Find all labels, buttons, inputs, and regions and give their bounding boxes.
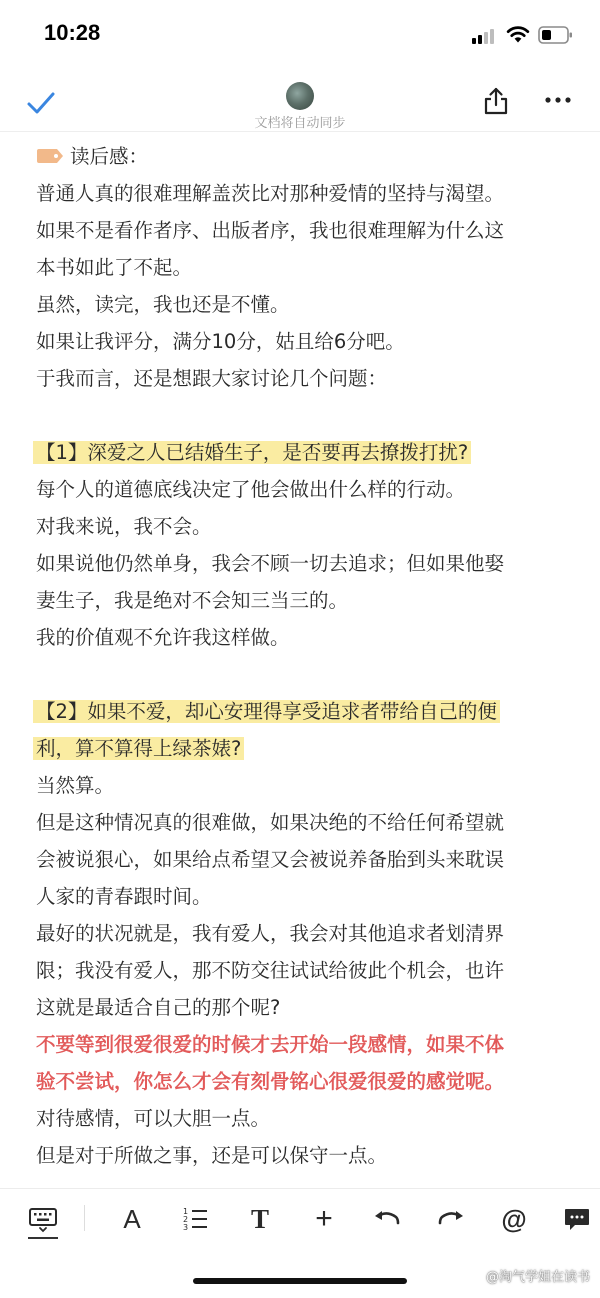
paragraph-line: 但是这种情况真的很难做，如果决绝的不给任何希望就 (36, 811, 505, 834)
wifi-icon (505, 24, 531, 44)
paragraph-line: 如果不是看作者序、出版者序，我也很难理解为什么这 (36, 219, 505, 242)
document-body[interactable] (36, 138, 566, 1174)
paragraph-line: 对我来说，我不会。 (36, 515, 212, 538)
svg-text:2: 2 (183, 1215, 189, 1224)
paragraph-line: 本书如此了不起。 (36, 256, 193, 279)
title-label: 读后感： (70, 145, 149, 168)
emphasis-line: 不要等到很爱很爱的时候才去开始一段感情，如果不体 (36, 1033, 505, 1056)
title-line (36, 138, 566, 175)
question-1-heading (36, 434, 566, 471)
question-2-heading (36, 693, 566, 730)
paragraph-line: 会被说狠心，如果给点希望又会被说养备胎到头来耽误 (36, 848, 505, 871)
keyboard-icon[interactable] (28, 1203, 58, 1235)
battery-icon (538, 25, 574, 45)
status-time: 10:28 (44, 20, 101, 45)
text-style-button[interactable]: T (250, 1203, 269, 1234)
paragraph-line: 每个人的道德底线决定了他会做出什么样的行动。 (36, 478, 466, 501)
svg-text:1: 1 (183, 1207, 189, 1216)
paragraph-line: 我的价值观不允许我这样做。 (36, 626, 290, 649)
active-indicator (28, 1237, 58, 1239)
paragraph-line: 普通人真的很难理解盖茨比对那种爱情的坚持与渴望。 (36, 182, 505, 205)
tag-icon (36, 148, 64, 164)
paragraph-line: 人家的青春跟时间。 (36, 885, 212, 908)
edit-toolbar (0, 1188, 600, 1248)
emphasis-line: 验不尝试，你怎么才会有刻骨铭心很爱很爱的感觉呢。 (36, 1070, 505, 1093)
sync-status: 文档将自动同步 (254, 116, 346, 131)
redo-icon[interactable] (436, 1203, 466, 1235)
status-bar (0, 0, 600, 72)
paragraph-line: 如果说他仍然单身，我会不顾一切去追求；但如果他娶 (36, 552, 505, 575)
highlighted-text: 【1】深爱之人已结婚生子，是否要再去撩拨打扰? (33, 441, 471, 464)
svg-text:3: 3 (183, 1223, 189, 1232)
share-icon[interactable] (482, 86, 510, 116)
highlighted-text: 【2】如果不爱，却心安理得享受追求者带给自己的便 (33, 700, 500, 723)
question-2-heading (36, 730, 566, 767)
paragraph-line: 如果让我评分，满分10分，姑且给6分吧。 (36, 330, 405, 353)
paragraph-line: 于我而言，还是想跟大家讨论几个问题： (36, 367, 388, 390)
insert-button[interactable]: + (315, 1202, 333, 1235)
toolbar-divider (84, 1205, 85, 1231)
paragraph-line: 但是对于所做之事，还是可以保守一点。 (36, 1144, 388, 1167)
highlighted-text: 利，算不算得上绿茶婊? (33, 737, 244, 760)
paragraph-line: 虽然，读完，我也还是不懂。 (36, 293, 290, 316)
cellular-signal-icon (472, 28, 498, 44)
paragraph-line: 对待感情，可以大胆一点。 (36, 1107, 271, 1130)
comment-icon[interactable] (563, 1203, 591, 1235)
list-icon[interactable] (182, 1203, 210, 1235)
paragraph-line: 限；我没有爱人，那不防交往试试给彼此个机会，也许 (36, 959, 505, 982)
paragraph-line: 当然算。 (36, 774, 115, 797)
font-button[interactable]: A (123, 1203, 141, 1234)
document-toolbar (0, 72, 600, 132)
paragraph-line: 妻生子，我是绝对不会知三当三的。 (36, 589, 349, 612)
more-icon[interactable] (543, 94, 573, 106)
paragraph-line: 这就是最适合自己的那个呢? (36, 996, 281, 1019)
watermark: @淘气学姐在读书 (485, 1270, 590, 1285)
avatar[interactable] (286, 82, 314, 110)
paragraph-line: 最好的状况就是，我有爱人，我会对其他追求者划清界 (36, 922, 505, 945)
mention-button[interactable]: @ (501, 1203, 527, 1234)
undo-icon[interactable] (372, 1203, 402, 1235)
home-indicator[interactable] (193, 1278, 407, 1284)
